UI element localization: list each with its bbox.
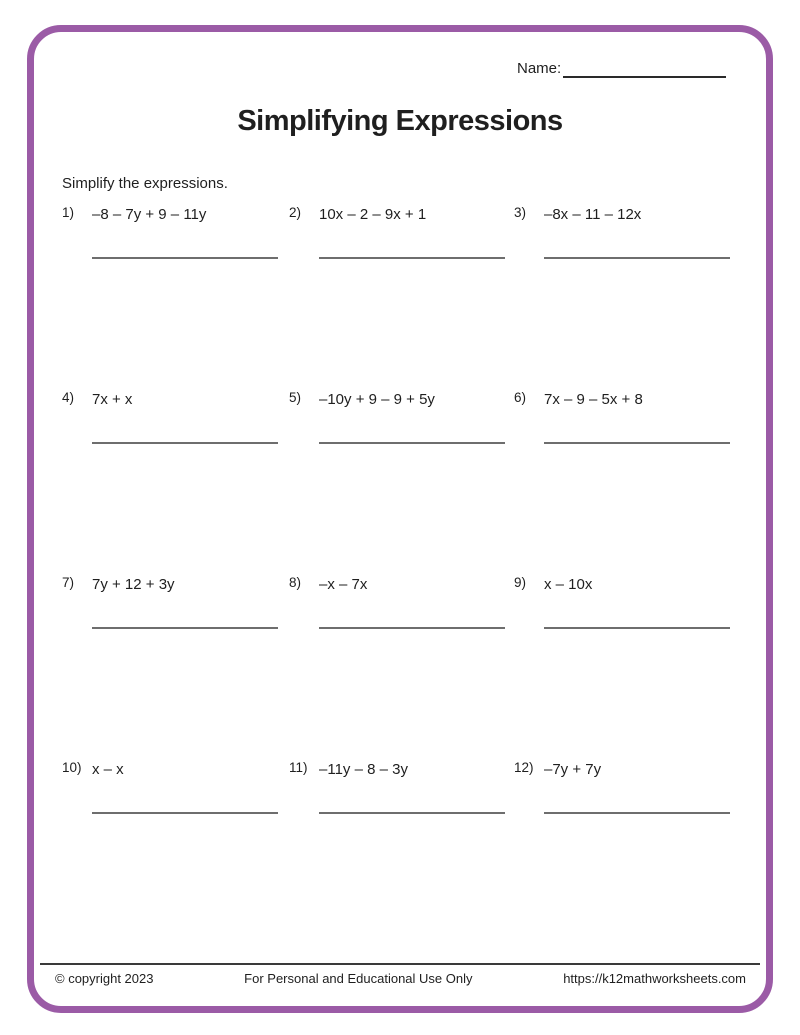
problem-expression: –8x – 11 – 12x xyxy=(544,206,642,223)
footer-divider xyxy=(40,963,760,965)
problem-expression: x – 10x xyxy=(544,576,593,593)
answer-blank-line[interactable] xyxy=(92,257,278,259)
problem-number: 3) xyxy=(514,205,527,220)
answer-blank-line[interactable] xyxy=(544,442,730,444)
answer-blank-line[interactable] xyxy=(544,257,730,259)
answer-blank-line[interactable] xyxy=(319,812,505,814)
instruction-text: Simplify the expressions. xyxy=(62,175,228,192)
problem-12 xyxy=(514,759,752,944)
problem-number: 11) xyxy=(289,760,308,775)
answer-blank-line[interactable] xyxy=(319,442,505,444)
problem-5 xyxy=(289,389,514,574)
problem-6 xyxy=(514,389,752,574)
problem-8 xyxy=(289,574,514,759)
problem-2 xyxy=(289,204,514,389)
answer-blank-line[interactable] xyxy=(544,627,730,629)
problem-3 xyxy=(514,204,752,389)
problem-number: 12) xyxy=(514,760,534,775)
problem-11 xyxy=(289,759,514,944)
problem-number: 9) xyxy=(514,575,527,590)
problem-number: 1) xyxy=(62,205,75,220)
answer-blank-line[interactable] xyxy=(92,627,278,629)
answer-blank-line[interactable] xyxy=(544,812,730,814)
answer-blank-line[interactable] xyxy=(92,442,278,444)
footer-usage-note: For Personal and Educational Use Only xyxy=(244,971,473,986)
name-blank-line[interactable] xyxy=(563,61,726,78)
problem-number: 10) xyxy=(62,760,82,775)
footer-url: https://k12mathworksheets.com xyxy=(563,971,746,986)
name-label: Name: xyxy=(517,60,562,77)
problem-number: 8) xyxy=(289,575,302,590)
problem-10 xyxy=(62,759,289,944)
problem-expression: 7y + 12 + 3y xyxy=(92,576,175,593)
problem-9 xyxy=(514,574,752,759)
problem-number: 6) xyxy=(514,390,527,405)
problem-expression: –x – 7x xyxy=(319,576,368,593)
problem-1 xyxy=(62,204,289,389)
answer-blank-line[interactable] xyxy=(319,627,505,629)
answer-blank-line[interactable] xyxy=(92,812,278,814)
footer xyxy=(55,971,746,986)
name-field xyxy=(517,60,726,78)
problem-number: 2) xyxy=(289,205,302,220)
problem-number: 4) xyxy=(62,390,75,405)
problem-expression: –11y – 8 – 3y xyxy=(319,761,408,778)
problem-expression: –10y + 9 – 9 + 5y xyxy=(319,391,435,408)
problem-expression: –7y + 7y xyxy=(544,761,602,778)
answer-blank-line[interactable] xyxy=(319,257,505,259)
footer-copyright: © copyright 2023 xyxy=(55,971,154,986)
page-title: Simplifying Expressions xyxy=(237,105,563,137)
problem-expression: x – x xyxy=(92,761,124,778)
problem-number: 7) xyxy=(62,575,75,590)
problem-number: 5) xyxy=(289,390,302,405)
problem-4 xyxy=(62,389,289,574)
problems-grid xyxy=(62,204,752,944)
problem-expression: 7x – 9 – 5x + 8 xyxy=(544,391,643,408)
problem-7 xyxy=(62,574,289,759)
problem-expression: 7x + x xyxy=(92,391,133,408)
problem-expression: –8 – 7y + 9 – 11y xyxy=(92,206,207,223)
problem-expression: 10x – 2 – 9x + 1 xyxy=(319,206,427,223)
